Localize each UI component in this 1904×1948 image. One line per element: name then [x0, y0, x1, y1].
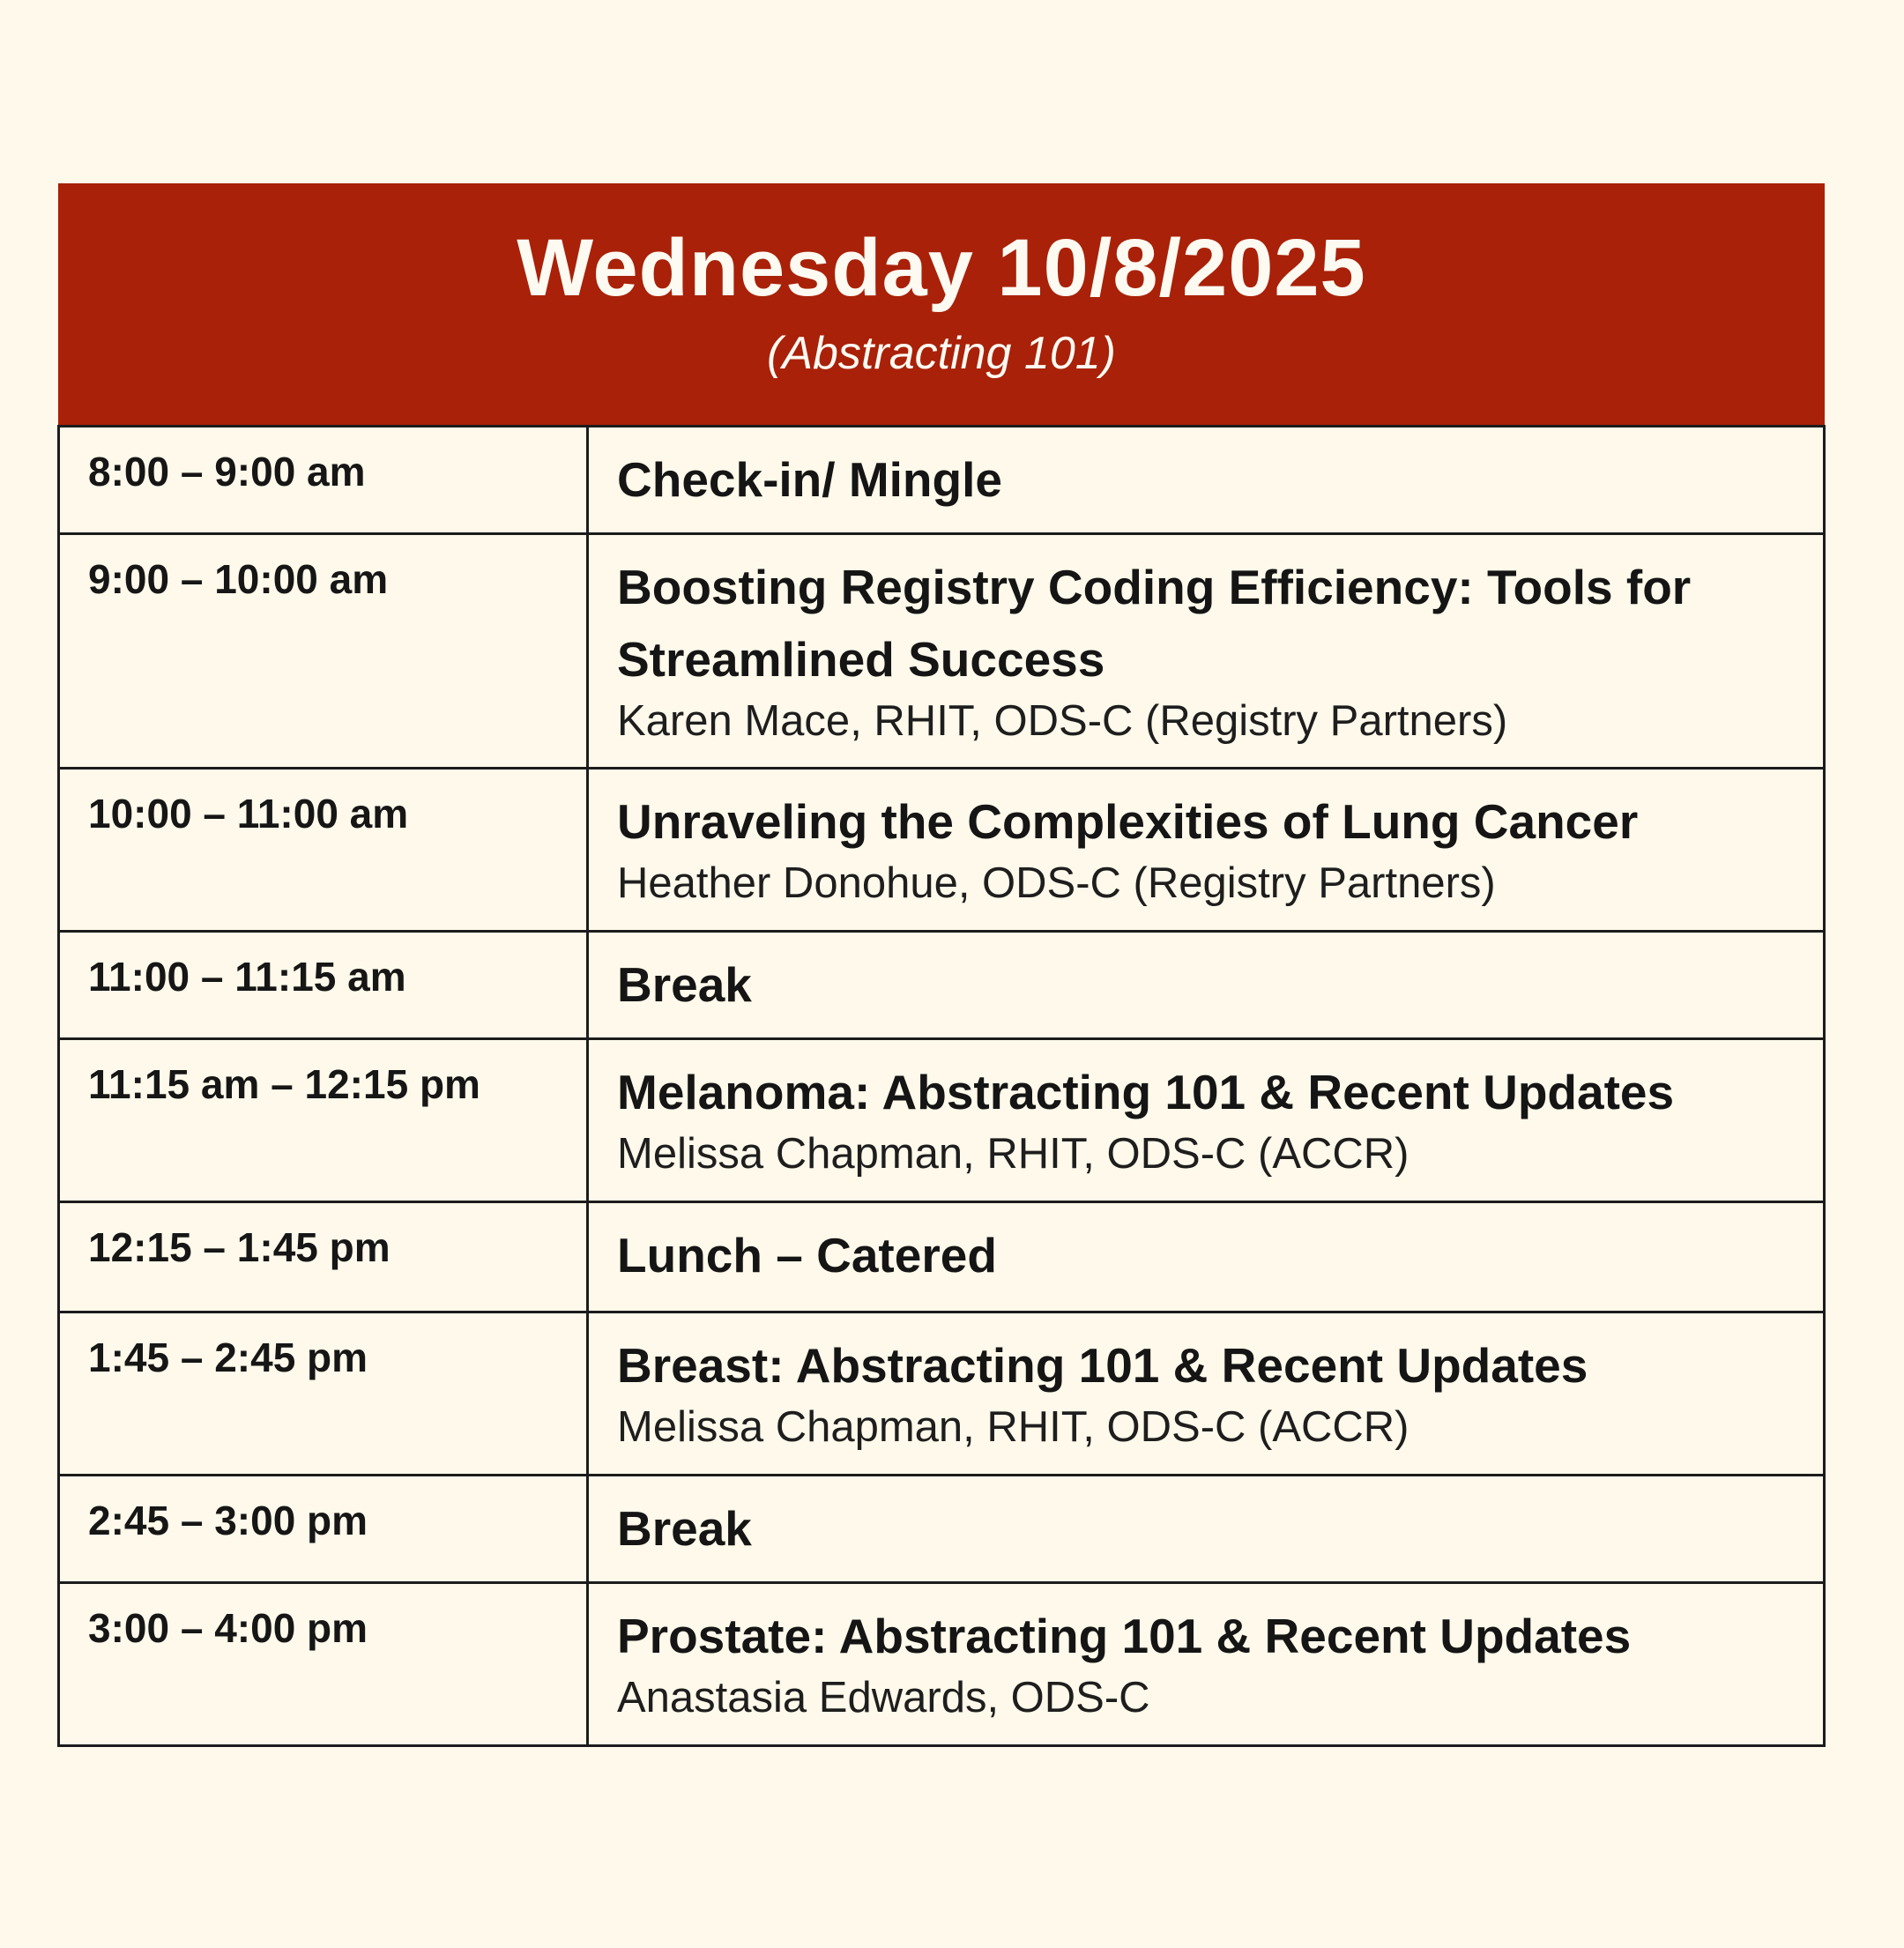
session-title: Check-in/ Mingle — [617, 452, 1002, 507]
session-speaker: Melissa Chapman, RHIT, ODS-C (ACCR) — [617, 1403, 1409, 1451]
session-speaker: Karen Mace, RHIT, ODS-C (Registry Partners) — [617, 697, 1508, 745]
session-speaker: Melissa Chapman, RHIT, ODS-C (ACCR) — [617, 1130, 1409, 1178]
time-cell: 12:15 – 1:45 pm — [59, 1202, 588, 1312]
session-speaker: Heather Donohue, ODS-C (Registry Partners) — [617, 859, 1496, 907]
session-title: Break — [617, 1501, 752, 1556]
schedule-row — [59, 932, 1825, 1039]
schedule-title: Wednesday 10/8/2025 — [517, 223, 1366, 313]
schedule — [58, 183, 1825, 1747]
schedule-row — [59, 1476, 1825, 1583]
schedule-row — [59, 1583, 1825, 1746]
session-cell — [588, 1583, 1825, 1746]
time-cell: 11:15 am – 12:15 pm — [59, 1039, 588, 1202]
time-cell: 10:00 – 11:00 am — [59, 769, 588, 932]
time-cell: 2:45 – 3:00 pm — [59, 1476, 588, 1583]
session-cell — [588, 932, 1825, 1039]
session-cell — [588, 1476, 1825, 1583]
session-title: Break — [617, 957, 752, 1012]
session-cell — [588, 1202, 1825, 1312]
schedule-subtitle: (Abstracting 101) — [767, 328, 1116, 379]
session-title: Lunch – Catered — [617, 1228, 997, 1283]
session-title: Unraveling the Complexities of Lung Cancer — [617, 794, 1639, 849]
schedule-row — [59, 1312, 1825, 1476]
time-cell: 8:00 – 9:00 am — [59, 427, 588, 534]
session-cell — [588, 1039, 1825, 1202]
time-cell: 9:00 – 10:00 am — [59, 534, 588, 769]
session-cell — [588, 769, 1825, 932]
time-cell: 3:00 – 4:00 pm — [59, 1583, 588, 1746]
schedule-row — [59, 427, 1825, 534]
time-cell: 11:00 – 11:15 am — [59, 932, 588, 1039]
schedule-row — [59, 1202, 1825, 1312]
schedule-row — [59, 1039, 1825, 1202]
schedule-row — [59, 534, 1825, 769]
session-title: Prostate: Abstracting 101 & Recent Updates — [617, 1609, 1632, 1663]
schedule-header — [58, 183, 1825, 425]
session-title: Breast: Abstracting 101 & Recent Updates — [617, 1338, 1588, 1393]
session-cell — [588, 427, 1825, 534]
time-cell: 1:45 – 2:45 pm — [59, 1312, 588, 1476]
session-speaker: Anastasia Edwards, ODS-C — [617, 1674, 1150, 1721]
schedule-table — [57, 425, 1826, 1747]
session-cell — [588, 534, 1825, 769]
session-title: Melanoma: Abstracting 101 & Recent Updates — [617, 1065, 1675, 1119]
session-cell — [588, 1312, 1825, 1476]
session-title: Boosting Registry Coding Efficiency: Tools for Streamlined Success — [617, 560, 1692, 687]
schedule-row — [59, 769, 1825, 932]
